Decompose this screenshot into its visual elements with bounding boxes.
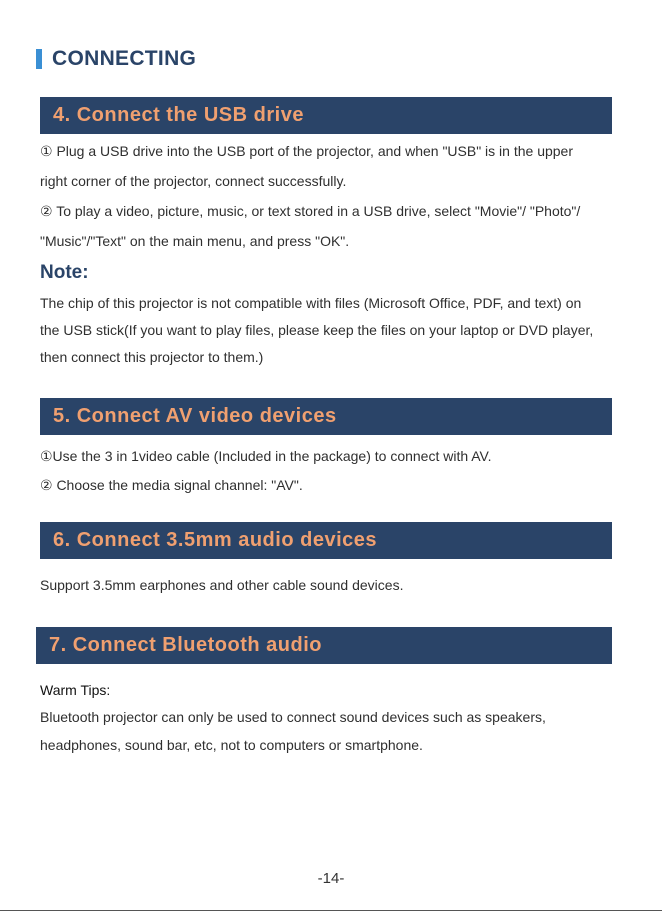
usb-line-4: "Music"/"Text" on the main menu, and press "OK". [40,233,350,249]
section-header-bluetooth [36,627,612,664]
section-header-audio [40,522,612,559]
note-line-2: the USB stick(If you want to play files, please keep the files on your laptop or DVD player, [40,322,594,338]
page-number: -14- [317,870,345,887]
note-title: Note: [40,262,89,283]
av-line-1: ①Use the 3 in 1video cable (Included in the package) to connect with AV. [40,448,492,464]
bluetooth-line-1: Bluetooth projector can only be used to connect sound devices such as speakers, [40,709,546,725]
note-line-3: then connect this projector to them.) [40,349,264,365]
section-title-audio: 6. Connect 3.5mm audio devices [53,529,377,551]
section-header-av [40,398,612,435]
section-title-bluetooth: 7. Connect Bluetooth audio [49,634,322,656]
section-header-usb [40,97,612,134]
usb-line-1: ① Plug a USB drive into the USB port of the projector, and when "USB" is in the upper [40,143,573,159]
heading-accent-bar [36,49,42,69]
usb-line-3: ② To play a video, picture, music, or text stored in a USB drive, select "Movie"/ "Photo"/ [40,203,581,219]
section-title-av: 5. Connect AV video devices [53,405,337,427]
bottom-divider [0,910,662,911]
section-title-usb: 4. Connect the USB drive [53,104,304,126]
warm-tips-title: Warm Tips: [40,682,111,698]
page-heading [36,48,196,70]
note-line-1: The chip of this projector is not compatible with files (Microsoft Office, PDF, and text) on [40,295,582,311]
audio-line-1: Support 3.5mm earphones and other cable sound devices. [40,577,404,593]
bluetooth-line-2: headphones, sound bar, etc, not to computers or smartphone. [40,737,423,753]
av-line-2: ② Choose the media signal channel: "AV". [40,477,303,493]
usb-line-2: right corner of the projector, connect successfully. [40,173,347,189]
page-title: CONNECTING [52,47,197,70]
